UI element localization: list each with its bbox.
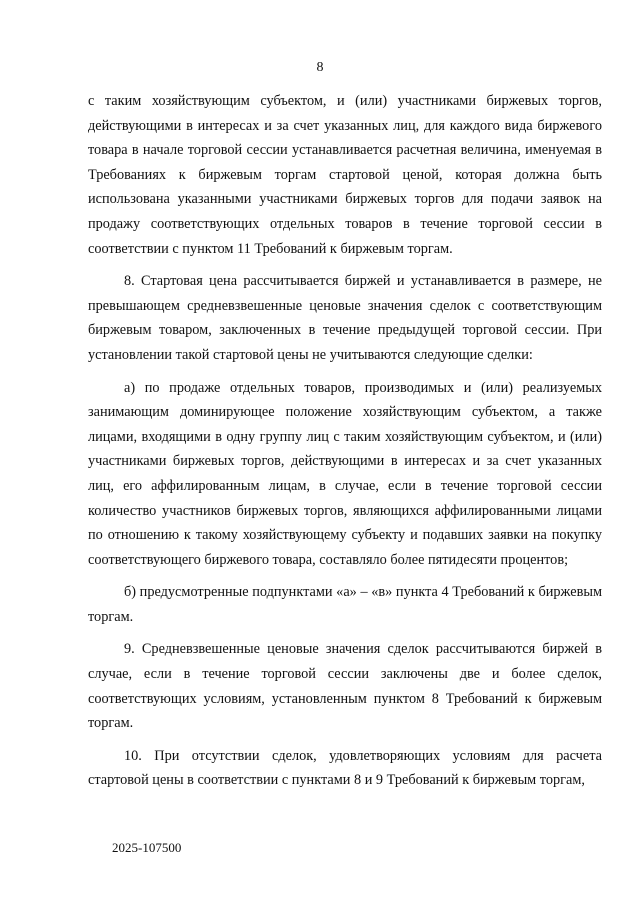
paragraph-subitem-b: б) предусмотренные подпунктами «а» – «в» пункта 4 Требований к биржевым торгам.: [88, 584, 602, 625]
document-body: [88, 89, 602, 800]
page-number: 8: [316, 60, 324, 75]
paragraph-subitem-a: а) по продаже отдельных товаров, производимых и (или) реализуемых занимающим доминирующее положение хозяйствующим субъектом, а также лицами, входящими в одну группу лиц с таким хозяйствующим субъектом, и (или) участниками биржевых торгов, действующими в интересах и за счет указанных лиц, его аффилированным лицам, в случае, если в течение торговой сессии количество участников биржевых торгов, являющихся аффилированными лицами по отношению к такому хозяйствующему субъекту и подавших заявки на покупку соответствующего биржевого товара, составляло более пятидесяти процентов;: [88, 379, 602, 568]
paragraph-item-9: 9. Средневзвешенные ценовые значения сделок рассчитываются биржей в случае, если в течение торговой сессии заключены две и более сделок, соответствующих условиям, установленным пунктом 8 Требований к биржевым торгам.: [88, 641, 602, 732]
document-id: 2025-107500: [112, 840, 182, 855]
paragraph-continuation: с таким хозяйствующим субъектом, и (или) участниками биржевых торгов, действующими в интересах и за счет указанных лиц, для каждого вида биржевого товара в начале торговой сессии устанавливается расчетная величина, именуемая в Требованиях к биржевым торгам стартовой ценой, которая должна быть использована указанными участниками биржевых торгов для подачи заявок на продажу соответствующих отдельных товаров в течение торговой сессии в соответствии с пунктом 11 Требований к биржевым торгам.: [88, 93, 602, 257]
paragraph-item-10: 10. При отсутствии сделок, удовлетворяющих условиям для расчета стартовой цены в соответствии с пунктами 8 и 9 Требований к биржевым торгам,: [88, 747, 602, 789]
paragraph-item-8: 8. Стартовая цена рассчитывается биржей и устанавливается в размере, не превышающем средневзвешенные ценовые значения сделок с соответствующим биржевым товаром, заключенных в течение предыдущей торговой сессии. При установлении такой стартовой цены не учитываются следующие сделки:: [88, 273, 602, 363]
